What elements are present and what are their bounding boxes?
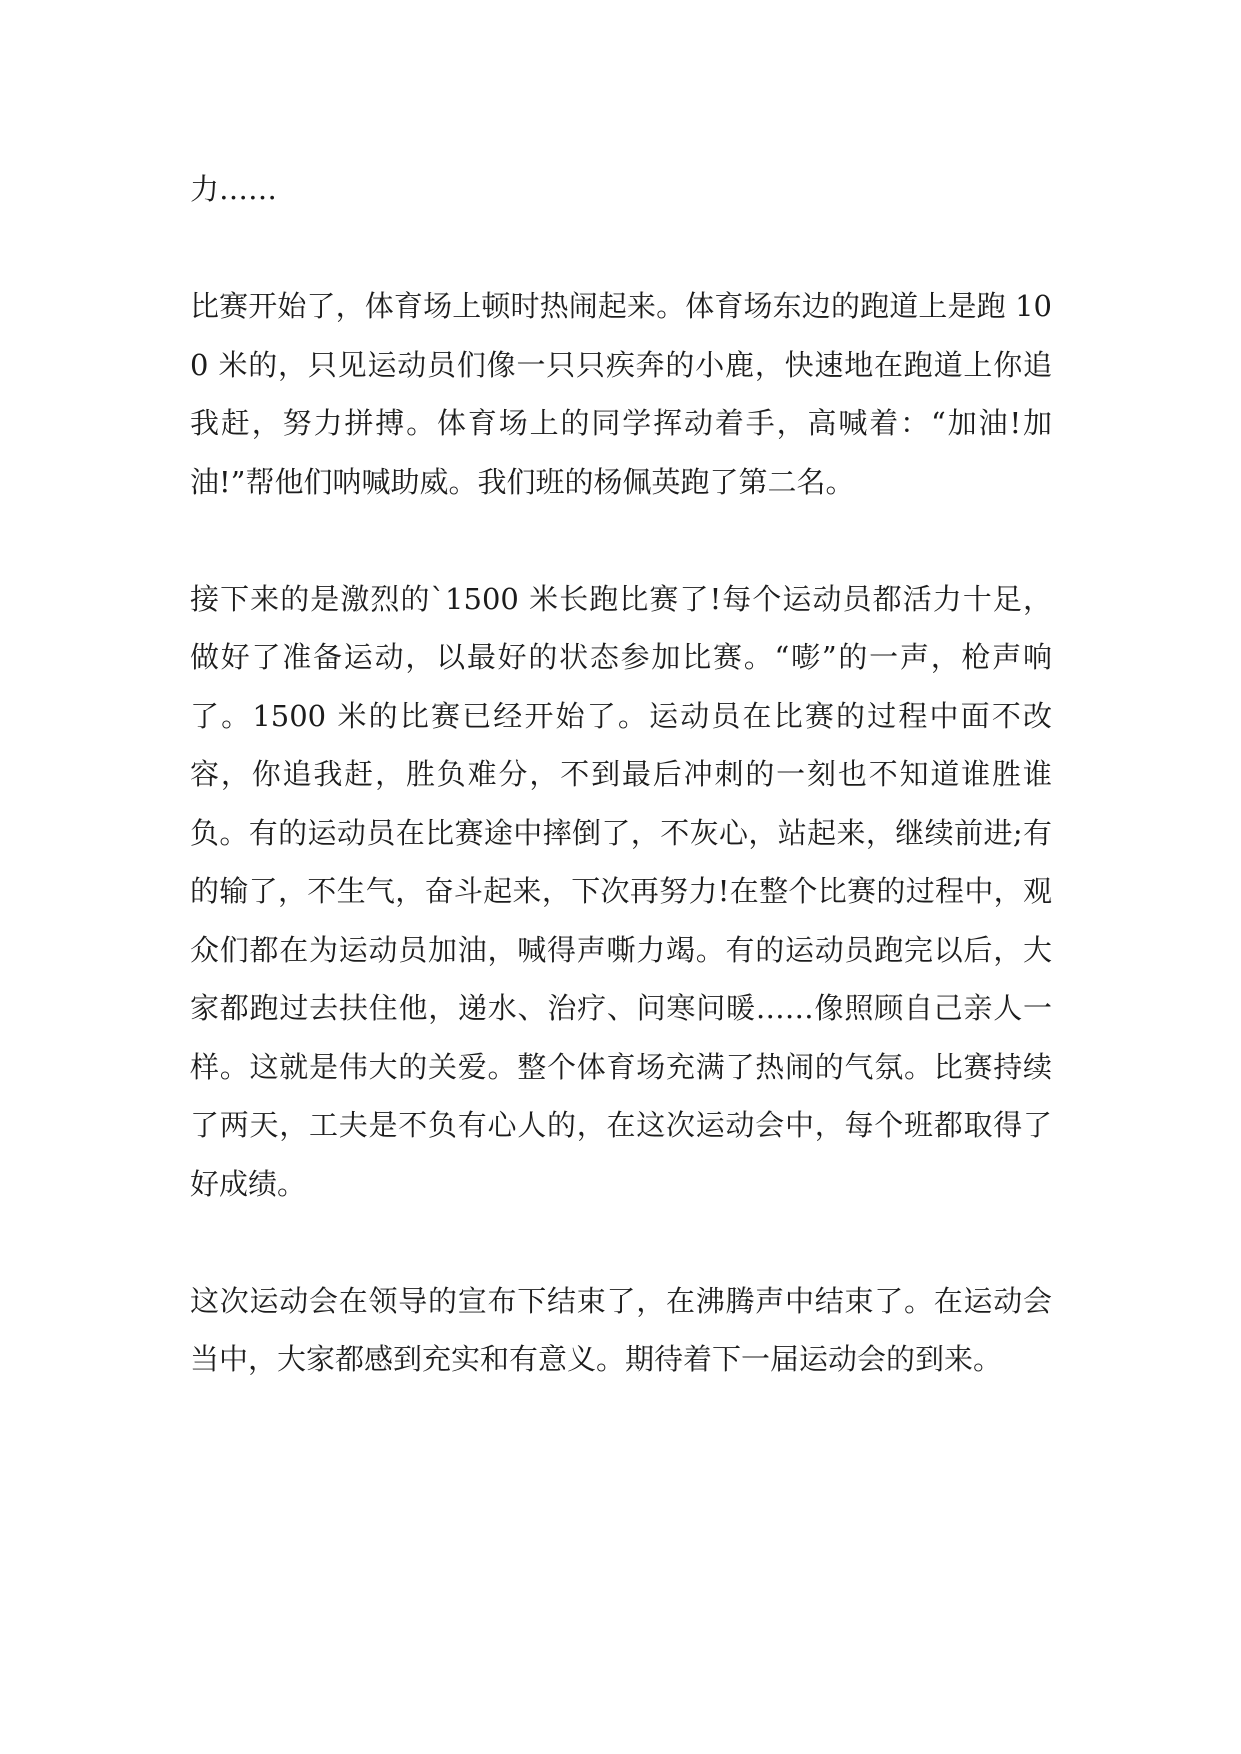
paragraph-1: 力…… bbox=[190, 172, 278, 206]
paragraph-spacer bbox=[190, 219, 1052, 278]
paragraph-2: 比赛开始了，体育场上顿时热闹起来。体育场东边的跑道上是跑 100 米的，只见运动员们像一只只疾奔的小鹿，快速地在跑道上你追我赶，努力拼搏。体育场上的同学挥动着手，高喊着：“加油!加油!”帮他们呐喊助威。我们班的杨佩英跑了第二名。 bbox=[190, 289, 1052, 499]
paragraph-3: 接下来的是激烈的`1500 米长跑比赛了!每个运动员都活力十足，做好了准备运动，以最好的状态参加比赛。“嘭”的一声，枪声响了。1500 米的比赛已经开始了。运动员在比赛的过程中面不改容，你追我赶，胜负难分，不到最后冲刺的一刻也不知道谁胜谁负。有的运动员在比赛途中摔倒了，不灰心，站起来，继续前进;有的输了，不生气，奋斗起来，下次再努力!在整个比赛的过程中，观众们都在为运动员加油，喊得声嘶力竭。有的运动员跑完以后，大家都跑过去扶住他，递水、治疗、问寒问暖……像照顾自己亲人一样。这就是伟大的关爱。整个体育场充满了热闹的气氛。比赛持续了两天，工夫是不负有心人的，在这次运动会中，每个班都取得了好成绩。 bbox=[190, 581, 1052, 1201]
paragraph-spacer bbox=[190, 1213, 1052, 1272]
document-body bbox=[190, 160, 1052, 1389]
paragraph-4: 这次运动会在领导的宣布下结束了，在沸腾声中结束了。在运动会当中，大家都感到充实和有意义。期待着下一届运动会的到来。 bbox=[190, 1283, 1052, 1376]
paragraph-spacer bbox=[190, 511, 1052, 570]
